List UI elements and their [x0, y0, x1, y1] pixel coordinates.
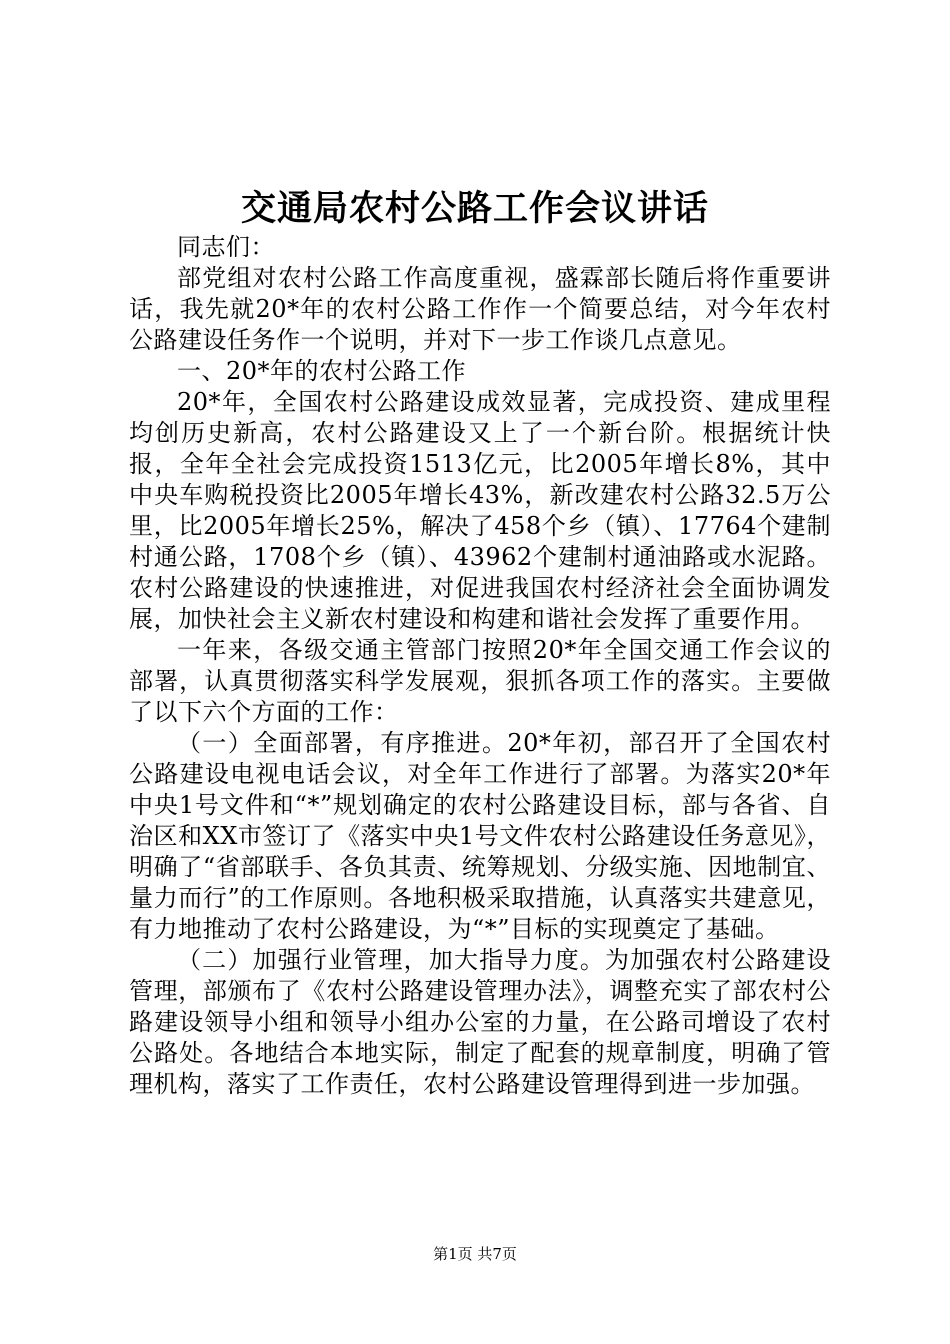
document-body [129, 232, 831, 1100]
paragraph-achievements: 20*年，全国农村公路建设成效显著，完成投资、建成里程均创历史新高，农村公路建设又上了一个新台阶。根据统计快报，全年全社会完成投资1513亿元，比2005年增长8%，其中中央车购税投资比2005年增长43%，新改建农村公路32.5万公里，比2005年增长25%，解决了458个乡（镇）、17764个建制村通公路，1708个乡（镇）、43962个建制村通油路或水泥路。农村公路建设的快速推进，对促进我国农村经济社会全面协调发展，加快社会主义新农村建设和构建和谐社会发挥了重要作用。 [129, 388, 831, 633]
section-heading: 一、20*年的农村公路工作 [177, 357, 467, 385]
paragraph-work-overview: 一年来，各级交通主管部门按照20*年全国交通工作会议的部署，认真贯彻落实科学发展观，狠抓各项工作的落实。主要做了以下六个方面的工作： [129, 636, 831, 726]
paragraph-intro: 部党组对农村公路工作高度重视，盛霖部长随后将作重要讲话，我先就20*年的农村公路工作作一个简要总结，对今年农村公路建设任务作一个说明，并对下一步工作谈几点意见。 [129, 264, 831, 354]
paragraph-item-2: （二）加强行业管理，加大指导力度。为加强农村公路建设管理，部颁布了《农村公路建设管理办法》，调整充实了部农村公路建设领导小组和领导小组办公室的力量，在公路司增设了农村公路处。各地结合本地实际，制定了配套的规章制度，明确了管理机构，落实了工作责任，农村公路建设管理得到进一步加强。 [129, 946, 831, 1098]
paragraph-item-1: （一）全面部署，有序推进。20*年初，部召开了全国农村公路建设电视电话会议，对全年工作进行了部署。为落实20*年中央1号文件和“*”规划确定的农村公路建设目标，部与各省、自治区和XX市签订了《落实中央1号文件农村公路建设任务意见》，明确了“省部联手、各负其责、统筹规划、分级实施、因地制宜、量力而行”的工作原则。各地积极采取措施，认真落实共建意见，有力地推动了农村公路建设，为“*”目标的实现奠定了基础。 [129, 729, 831, 943]
page-title: 交通局农村公路工作会议讲话 [240, 188, 709, 229]
page-footer: 第1页 共7页 [433, 1245, 517, 1263]
salutation: 同志们： [177, 233, 275, 261]
